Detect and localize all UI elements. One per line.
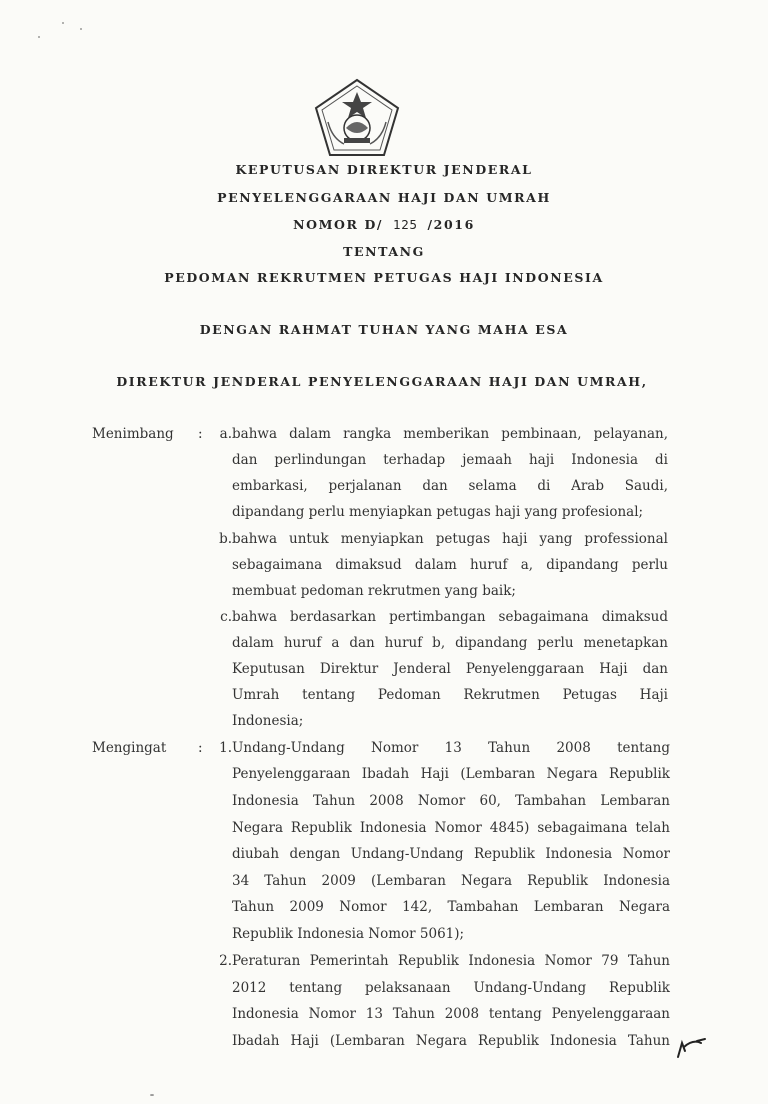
mengingat-1-line: Indonesia Tahun 2008 Nomor 60, Tambahan Lembaran (232, 793, 670, 809)
nomor-prefix: NOMOR D/ (293, 217, 384, 232)
ministry-emblem-icon (314, 78, 400, 158)
tentang-heading: TENTANG (343, 244, 425, 259)
nomor-number: 125 (393, 218, 418, 232)
menimbang-b-marker: b. (219, 531, 232, 547)
mengingat-1-line: Republik Indonesia Nomor 5061); (232, 926, 465, 942)
mengingat-1-line: 34 Tahun 2009 (Lembaran Negara Republik Indonesia (232, 873, 670, 889)
scan-speck (62, 22, 64, 24)
menimbang-label: Menimbang (92, 426, 174, 442)
mengingat-1-line: Penyelenggaraan Ibadah Haji (Lembaran Negara Republik (232, 766, 670, 782)
scan-speck (80, 28, 82, 30)
mengingat-1-line: Negara Republik Indonesia Nomor 4845) sebagaimana telah (232, 820, 670, 836)
mengingat-2-line: Indonesia Nomor 13 Tahun 2008 tentang Penyelenggaraan (232, 1006, 670, 1022)
menimbang-a-line: bahwa dalam rangka memberikan pembinaan, pelayanan, (232, 426, 668, 442)
menimbang-c-line: Umrah tentang Pedoman Rekrutmen Petugas Haji (232, 687, 668, 703)
nomor-suffix: /2016 (427, 217, 475, 232)
menimbang-c-marker: c. (220, 609, 232, 625)
mengingat-1-line: Undang-Undang Nomor 13 Tahun 2008 tentang (232, 740, 670, 756)
invocation: DENGAN RAHMAT TUHAN YANG MAHA ESA (199, 322, 569, 337)
title-line-1: KEPUTUSAN DIREKTUR JENDERAL (235, 162, 533, 177)
menimbang-a-marker: a. (219, 426, 232, 442)
menimbang-c-line: Indonesia; (232, 713, 304, 729)
menimbang-c-line: dalam huruf a dan huruf b, dipandang perlu menetapkan (232, 635, 668, 651)
official-title: DIREKTUR JENDERAL PENYELENGGARAAN HAJI DAN UMRAH, (116, 374, 648, 389)
menimbang-c-line: bahwa berdasarkan pertimbangan sebagaimana dimaksud (232, 609, 668, 625)
menimbang-colon: : (198, 426, 203, 442)
paraf-signature-icon (675, 1037, 709, 1059)
decree-number (0, 217, 768, 232)
decree-subject: PEDOMAN REKRUTMEN PETUGAS HAJI INDONESIA (164, 270, 604, 285)
mengingat-2-marker: 2. (219, 953, 232, 969)
menimbang-b-line: sebagaimana dimaksud dalam huruf a, dipandang perlu (232, 557, 668, 573)
mengingat-1-line: Tahun 2009 Nomor 142, Tambahan Lembaran Negara (232, 899, 670, 915)
menimbang-b-line: membuat pedoman rekrutmen yang baik; (232, 583, 516, 599)
mengingat-2-line: Peraturan Pemerintah Republik Indonesia Nomor 79 Tahun (232, 953, 670, 969)
menimbang-a-line: embarkasi, perjalanan dan selama di Arab Saudi, (232, 478, 668, 494)
title-line-2: PENYELENGGARAAN HAJI DAN UMRAH (217, 190, 551, 205)
menimbang-b-line: bahwa untuk menyiapkan petugas haji yang professional (232, 531, 668, 547)
mengingat-2-line: 2012 tentang pelaksanaan Undang-Undang Republik (232, 980, 670, 996)
scan-speck (38, 36, 40, 38)
menimbang-a-line: dipandang perlu menyiapkan petugas haji yang profesional; (232, 504, 644, 520)
mengingat-2-line: Ibadah Haji (Lembaran Negara Republik Indonesia Tahun (232, 1033, 670, 1049)
menimbang-c-line: Keputusan Direktur Jenderal Penyelenggaraan Haji dan (232, 661, 668, 677)
mengingat-1-line: diubah dengan Undang-Undang Republik Indonesia Nomor (232, 846, 670, 862)
scan-speck (150, 1094, 154, 1096)
mengingat-1-marker: 1. (219, 740, 232, 756)
mengingat-label: Mengingat (92, 740, 167, 756)
mengingat-colon: : (198, 740, 203, 756)
menimbang-a-line: dan perlindungan terhadap jemaah haji Indonesia di (232, 452, 668, 468)
